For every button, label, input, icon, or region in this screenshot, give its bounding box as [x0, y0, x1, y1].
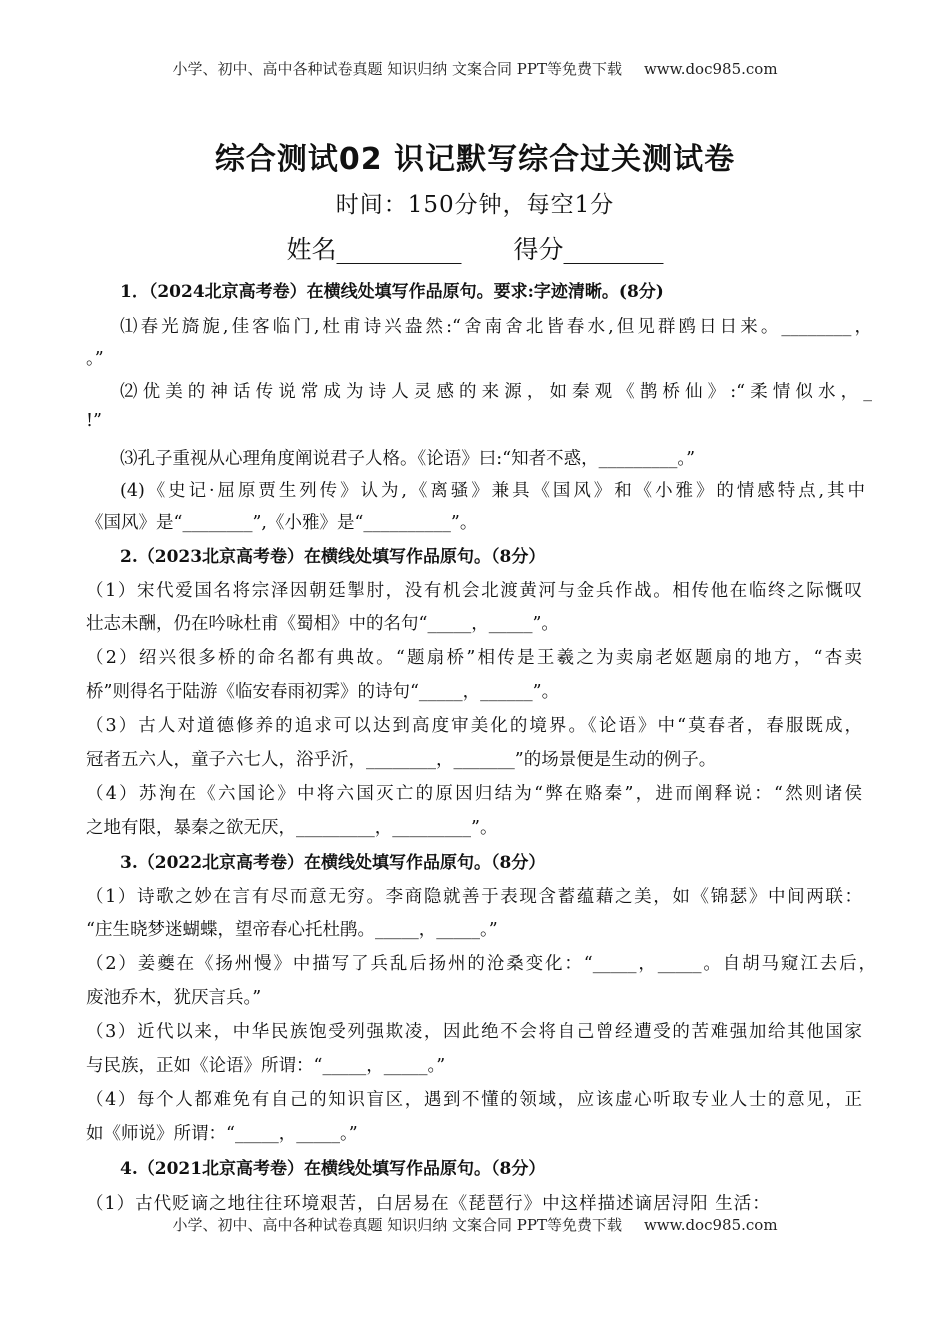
question-2-item-4: （4）苏洵在《六国论》中将六国灭亡的原因归结为“弊在赂秦”，进而阐释说：“然则诸侯: [86, 784, 862, 804]
question-2-item-4-cont: 之地有限，暴秦之欲无厌，_________，_________”。: [86, 818, 498, 838]
question-4-item-1: （1）古代贬谪之地往往环境艰苦，白居易在《琵琶行》中这样描述谪居浔阳 生活：: [86, 1194, 771, 1214]
score-field: 得分________: [513, 235, 664, 264]
question-2-heading: 2.（2023北京高考卷）在横线处填写作品原句。（8分）: [120, 547, 546, 567]
question-3-item-1: （1）诗歌之妙在言有尽而意无穷。李商隐就善于表现含蓄蕴藉之美，如《锦瑟》中间两联：: [86, 887, 862, 907]
question-1-item-4-cont: 《国风》是“________”,《小雅》是“__________”。: [86, 513, 478, 533]
question-2-item-2-cont: 桥”则得名于陆游《临安春雨初霁》的诗句“_____，______”。: [86, 682, 560, 702]
header-site-link[interactable]: www.doc985.com: [643, 60, 778, 78]
question-2-item-1: （1）宋代爱国名将宗泽因朝廷掣肘，没有机会北渡黄河与金兵作战。相传他在临终之际慨叹: [86, 581, 862, 601]
page-header: [0, 58, 950, 79]
question-2-item-3-cont: 冠者五六人，童子六七人，浴乎沂，________，_______”的场景便是生动的例子。: [86, 750, 717, 770]
question-3-item-3-cont: 与民族，正如《论语》所谓：“_____，_____。”: [86, 1056, 446, 1076]
page-title: 综合测试02 识记默写综合过关测试卷: [214, 142, 736, 177]
question-4-heading: 4.（2021北京高考卷）在横线处填写作品原句。（8分）: [120, 1159, 546, 1179]
question-1-item-4: (4)《史记·屈原贾生列传》认为,《离骚》兼具《国风》和《小雅》的情感特点,其中: [120, 481, 865, 501]
question-1-item-1: ⑴春光旖旎,佳客临门,杜甫诗兴盎然:“舍南舍北皆春水,但见群鸥日日来。________，: [120, 317, 872, 337]
question-1-heading: 1．（2024北京高考卷）在横线处填写作品原句。要求:字迹清晰。(8分): [120, 282, 664, 302]
question-3-item-2: （2）姜夔在《扬州慢》中描写了兵乱后扬州的沧桑变化：“_____，_____。自胡马窥江去后，: [86, 954, 876, 974]
question-1-item-3: ⑶孔子重视从心理角度阐说君子人格。《论语》曰:“知者不惑，_________。”: [120, 449, 696, 469]
header-text: 小学、初中、高中各种试卷真题 知识归纳 文案合同 PPT等免费下载: [172, 60, 622, 78]
question-3-heading: 3.（2022北京高考卷）在横线处填写作品原句。（8分）: [120, 853, 546, 873]
exam-time-info: 时间：150分钟，每空1分: [335, 192, 615, 218]
question-3-item-3: （3）近代以来，中华民族饱受列强欺凌，因此绝不会将自己曾经遭受的苦难强加给其他国家: [86, 1022, 862, 1042]
name-field: 姓名__________: [286, 235, 462, 264]
question-3-item-4-cont: 如《师说》所谓：“_____，_____。”: [86, 1124, 358, 1144]
footer-site-link[interactable]: www.doc985.com: [643, 1216, 778, 1234]
question-3-item-4: （4）每个人都难免有自己的知识盲区，遇到不懂的领域，应该虚心听取专业人士的意见，正: [86, 1090, 862, 1110]
question-3-item-2-cont: 废池乔木，犹厌言兵。”: [86, 988, 262, 1008]
question-1-item-2: ⑵优美的神话传说常成为诗人灵感的来源，如秦观《鹊桥仙》:“柔情似水，_: [120, 382, 872, 402]
question-2-item-2: （2）绍兴很多桥的命名都有典故。“题扇桥”相传是王羲之为卖扇老妪题扇的地方，“杏卖: [86, 648, 862, 668]
question-2-item-1-cont: 壮志未酬，仍在吟咏杜甫《蜀相》中的名句“_____，_____”。: [86, 614, 559, 634]
question-3-item-1-cont: “庄生晓梦迷蝴蝶，望帝春心托杜鹃。_____，_____。”: [86, 920, 498, 940]
question-1-item-2-cont: !”: [86, 411, 102, 431]
page-footer: [0, 1214, 950, 1235]
footer-text: 小学、初中、高中各种试卷真题 知识归纳 文案合同 PPT等免费下载: [172, 1216, 622, 1234]
question-1-item-1-cont: 。”: [86, 349, 104, 369]
question-2-item-3: （3）古人对道德修养的追求可以达到高度审美化的境界。《论语》中“莫春者，春服既成，: [86, 716, 862, 736]
name-score-line: [0, 230, 950, 266]
